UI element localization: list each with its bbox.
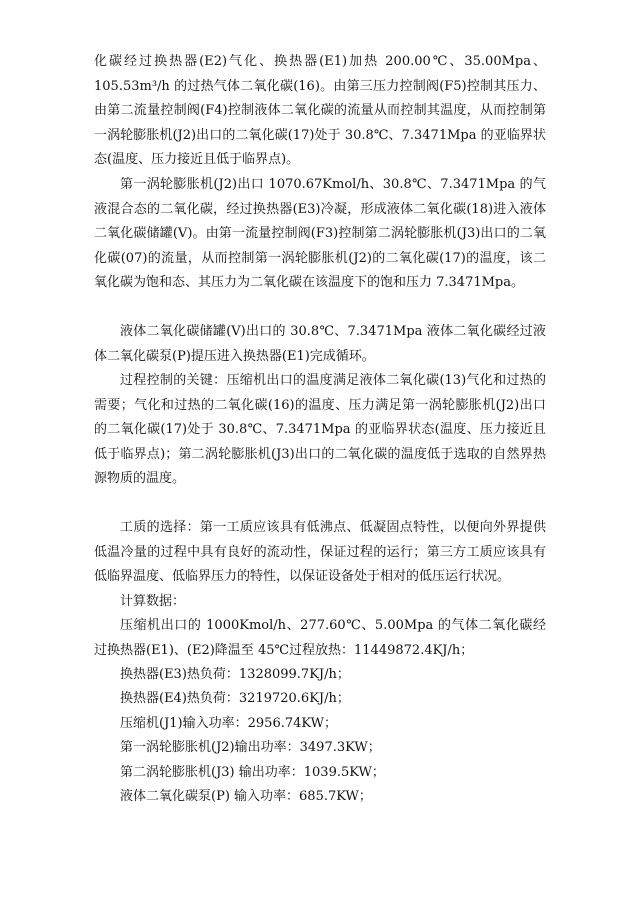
- calc-item-j3-power: 第二涡轮膨胀机(J3) 输出功率：1039.5KW；: [120, 765, 385, 780]
- paragraph-compressor-heat: 压缩机出口的 1000Kmol/h、277.60℃、5.00Mpa 的气体二氧化碳经过换热器(E1)、(E2)降温至 45℃过程放热：11449872.4KJ/h；: [94, 618, 546, 658]
- paragraph-process-2: 第一涡轮膨胀机(J2)出口 1070.67Kmol/h、30.8℃、7.3471Mpa 的气液混合态的二氧化碳，经过换热器(E3)冷凝，形成液体二氧化碳(18)进入液体二氧化碳储罐(V)。由第一流量控制阀(F3)控制第二涡轮膨胀机(J3)出口的二氧化碳(07)的流量，从而控制第一涡轮膨胀机(J2)的二氧化碳(17)的温度，该二氧化碳为饱和态、其压力为二氧化碳在该温度下的饱和压力 7.3471Mpa。: [94, 177, 546, 290]
- paragraph-working-fluid: 工质的选择：第一工质应该具有低沸点、低凝固点特性，以便向外界提供低温冷量的过程中具有良好的流动性，保证过程的运行；第三方工质应该具有低临界温度、低临界压力的特性，以保证设备处于相对的低压运行状况。: [94, 520, 546, 584]
- calc-item-pump-power: 液体二氧化碳泵(P) 输入功率：685.7KW；: [120, 789, 372, 804]
- paragraph-control-key: 过程控制的关键：压缩机出口的温度满足液体二氧化碳(13)气化和过热的需要；气化和过热的二氧化碳(16)的温度、压力满足第一涡轮膨胀机(J2)出口的二氧化碳(17)处于 30.8℃、7.3471Mpa 的亚临界状态(温度、压力接近且低于临界点)；第二涡轮膨胀机(J3)出口的二氧化碳的温度低于选取的自然界热源物质的温度。: [94, 373, 546, 486]
- paragraph-process-1: 化碳经过换热器(E2)气化、换热器(E1)加热 200.00℃、35.00Mpa、105.53m³/h 的过热气体二氧化碳(16)。由第三压力控制阀(F5)控制其压力、由第二流量控制阀(F4)控制液体二氧化碳的流量从而控制其温度，从而控制第一涡轮膨胀机(J2)出口的二氧化碳(17)处于 30.8℃、7.3471Mpa 的亚临界状态(温度、压力接近且低于临界点)。: [94, 54, 546, 167]
- calc-item-e3-heat-load: 换热器(E3)热负荷：1328099.7KJ/h；: [120, 667, 350, 682]
- paragraph-process-3: 液体二氧化碳储罐(V)出口的 30.8℃、7.3471Mpa 液体二氧化碳经过液体二氧化碳泵(P)提压进入换热器(E1)完成循环。: [94, 324, 546, 364]
- calc-item-compressor-power: 压缩机(J1)输入功率：2956.74KW；: [120, 716, 337, 731]
- calc-item-j2-power: 第一涡轮膨胀机(J2)输出功率：3497.3KW；: [120, 740, 381, 755]
- calc-data-heading: 计算数据：: [120, 594, 186, 609]
- calc-item-e4-heat-load: 换热器(E4)热负荷：3219720.6KJ/h；: [120, 691, 350, 706]
